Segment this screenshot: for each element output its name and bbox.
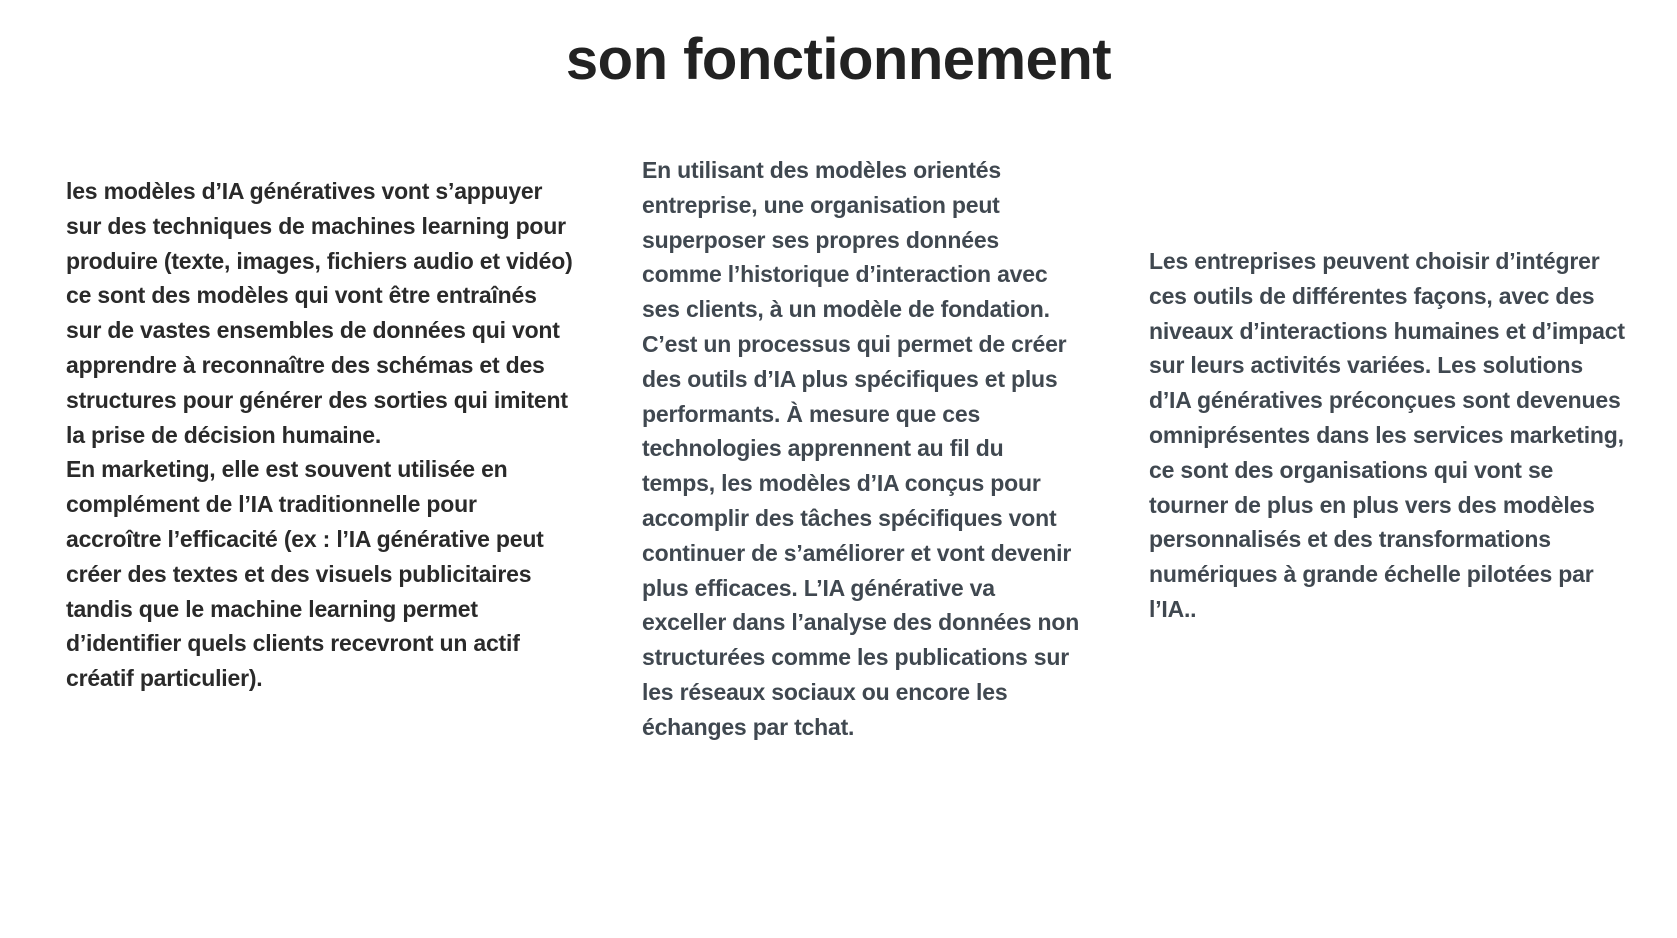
paragraph-enterprise-models: En utilisant des modèles orientés entreprise, une organisation peut superposer ses propres données comme l’historique d’interaction avec ses clients, à un modèle de fondation. C’est un processus qui permet de créer des outils d’IA plus spécifiques et plus performants. À mesure que ces technologies apprennent au fil du temps, les modèles d’IA conçus pour accomplir des tâches spécifiques vont continuer de s’améliorer et vont devenir plus efficaces. L’IA générative va exceller dans l’analyse des données non structurées comme les publications sur les réseaux sociaux ou encore les échanges par tchat.	[642, 157, 1080, 740]
paragraph-marketing-usage: En marketing, elle est souvent utilisée en complément de l’IA traditionnelle pour accroître l’efficacité (ex : l’IA générative peut créer des textes et des visuels publicitaires tandis que le machine learning permet d’identifier quels clients recevront un actif créatif particulier).	[66, 456, 544, 692]
text-column-middle	[642, 153, 1082, 745]
paragraph-genai-definition: les modèles d’IA génératives vont s’appuyer sur des techniques de machines learning pour produire (texte, images, fichiers audio et vidéo) ce sont des modèles qui vont être entraînés sur de vastes ensembles de données qui vont apprendre à reconnaître des schémas et des structures pour générer des sorties qui imitent la prise de décision humaine.	[66, 178, 573, 448]
paragraph-integration-choices: Les entreprises peuvent choisir d’intégrer ces outils de différentes façons, avec des niveaux d’interactions humaines et d’impact sur leurs activités variées. Les solutions d’IA génératives préconçues sont devenues omniprésentes dans les services marketing, ce sont des organisations qui vont se tourner de plus en plus vers des modèles personnalisés et des transformations numériques à grande échelle pilotées par l’IA..	[1149, 248, 1625, 622]
slide-title: son fonctionnement	[565, 27, 1112, 92]
text-column-right	[1149, 244, 1629, 627]
text-column-left	[66, 174, 576, 696]
